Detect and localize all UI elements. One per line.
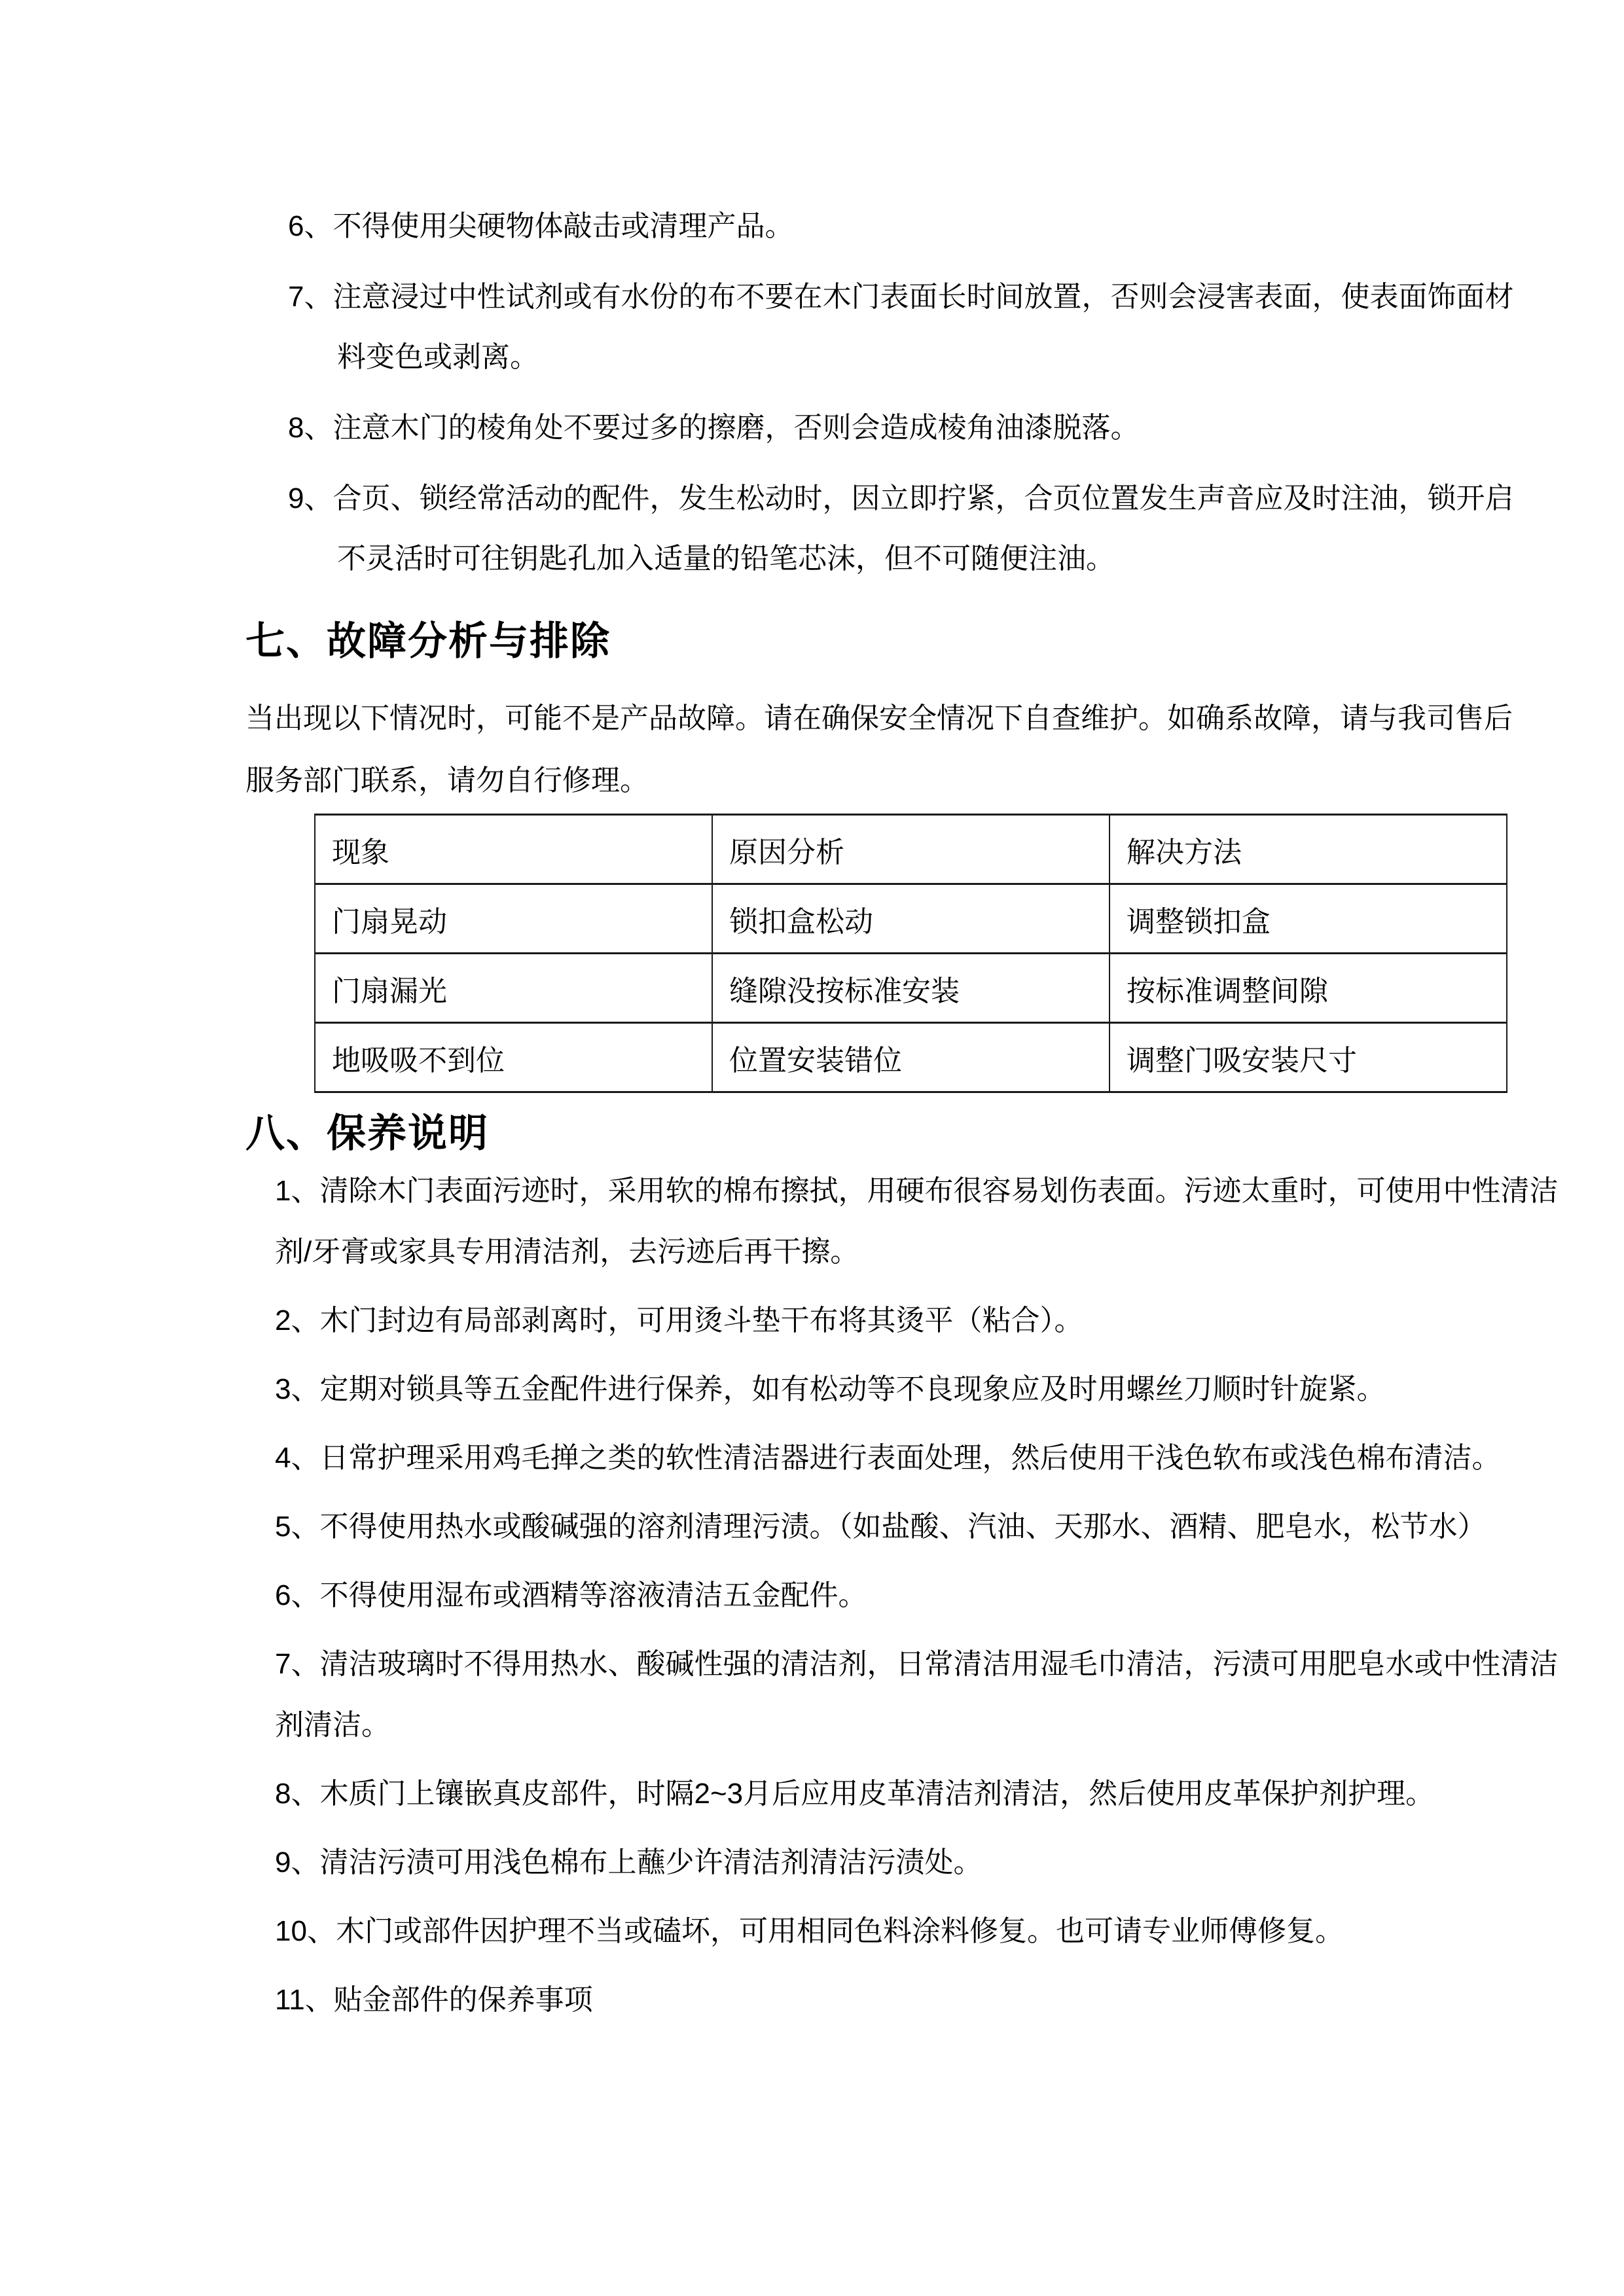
list-item: 7、注意浸过中性试剂或有水份的布不要在木门表面长时间放置，否则会浸害表面，使表面饰面材料变色或剥离。: [288, 281, 1514, 373]
list-item: 2、木门封边有局部剥离时，可用烫斗垫干布将其烫平（粘合）。: [275, 1304, 1083, 1336]
list-item: 1、清除木门表面污迹时，采用软的棉布擦拭，用硬布很容易划伤表面。污迹太重时，可使用中性清洁剂/牙膏或家具专用清洁剂，去污迹后再干擦。: [275, 1175, 1559, 1268]
usage-notes-list: [288, 196, 1532, 600]
list-item: 8、注意木门的棱角处不要过多的擦磨，否则会造成棱角油漆脱落。: [288, 412, 1140, 444]
table-cell: 调整锁扣盒: [1110, 884, 1507, 954]
table-cell: 门扇晃动: [315, 884, 712, 954]
list-item: 4、日常护理采用鸡毛掸之类的软性清洁器进行表面处理，然后使用干浅色软布或浅色棉布清洁。: [275, 1442, 1501, 1474]
list-item: 9、合页、锁经常活动的配件，发生松动时，因立即拧紧，合页位置发生声音应及时注油，锁开启不灵活时可往钥匙孔加入适量的铅笔芯沫，但不可随便注油。: [288, 482, 1514, 575]
troubleshooting-intro-paragraph: 当出现以下情况时，可能不是产品故障。请在确保安全情况下自查维护。如确系故障，请与我司售后服务部门联系，请勿自行修理。: [245, 702, 1513, 797]
maintenance-list: [275, 1160, 1578, 2038]
table-row: [315, 954, 1507, 1023]
table-cell: 锁扣盒松动: [712, 884, 1110, 954]
list-item: 7、清洁玻璃时不得用热水、酸碱性强的清洁剂，日常清洁用湿毛巾清洁，污渍可用肥皂水或中性清洁剂清洁。: [275, 1648, 1559, 1741]
list-item: 5、不得使用热水或酸碱强的溶剂清理污渍。（如盐酸、汽油、天那水、酒精、肥皂水，松节水）: [275, 1511, 1487, 1543]
list-item: 3、定期对锁具等五金配件进行保养，如有松动等不良现象应及时用螺丝刀顺时针旋紧。: [275, 1373, 1386, 1405]
list-item: 6、不得使用尖硬物体敲击或清理产品。: [288, 210, 794, 242]
table-cell: 按标准调整间隙: [1110, 954, 1507, 1023]
list-item: 8、木质门上镶嵌真皮部件，时隔2~3月后应用皮革清洁剂清洁，然后使用皮革保护剂护理。: [275, 1778, 1435, 1810]
table-cell: 缝隙没按标准安装: [712, 954, 1110, 1023]
table-header-cell-solution: 解决方法: [1110, 815, 1507, 884]
table-cell: 调整门吸安装尺寸: [1110, 1023, 1507, 1092]
list-item: 9、清洁污渍可用浅色棉布上蘸少许清洁剂清洁污渍处。: [275, 1846, 983, 1878]
table-row: [315, 884, 1507, 954]
table-cell: 位置安装错位: [712, 1023, 1110, 1092]
list-item: 6、不得使用湿布或酒精等溶液清洁五金配件。: [275, 1579, 867, 1611]
list-item: 11、贴金部件的保养事项: [275, 1984, 593, 2016]
table-header-cell-cause: 原因分析: [712, 815, 1110, 884]
section-heading-maintenance: 八、保养说明: [245, 1111, 489, 1155]
section-heading-troubleshooting: 七、故障分析与排除: [245, 619, 611, 663]
table-row: [315, 1023, 1507, 1092]
table-cell: 门扇漏光: [315, 954, 712, 1023]
table-header-row: [315, 815, 1507, 884]
list-item: 10、木门或部件因护理不当或磕坏，可用相同色料涂料修复。也可请专业师傅修复。: [275, 1915, 1344, 1947]
troubleshooting-table: [314, 814, 1507, 1093]
table-cell: 地吸吸不到位: [315, 1023, 712, 1092]
table-header-cell-phenomenon: 现象: [315, 815, 712, 884]
